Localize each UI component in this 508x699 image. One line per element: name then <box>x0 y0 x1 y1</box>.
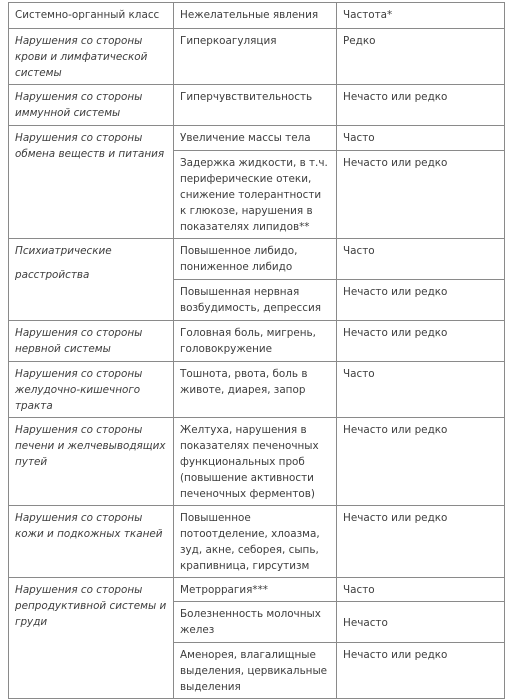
table-row <box>9 418 505 506</box>
header-adverse-effects: Нежелательные явления <box>174 3 337 29</box>
table-row <box>9 321 505 362</box>
frequency-cell: Нечасто или редко <box>337 280 505 321</box>
table-row <box>9 239 505 280</box>
frequency-cell: Часто <box>337 126 505 151</box>
effect-cell: Метроррагия*** <box>174 578 337 602</box>
effect-cell: Повышенная нервная возбудимость, депрессия <box>174 280 337 321</box>
frequency-cell: Нечасто или редко <box>337 151 505 239</box>
frequency-cell: Редко <box>337 29 505 85</box>
organ-class-cell: Нарушения со стороны крови и лимфатической системы <box>9 29 174 85</box>
effect-cell: Гиперчувствительность <box>174 85 337 126</box>
frequency-cell: Часто <box>337 578 505 602</box>
effect-cell: Головная боль, мигрень, головокружение <box>174 321 337 362</box>
frequency-cell: Нечасто или редко <box>337 643 505 699</box>
effect-cell: Желтуха, нарушения в показателях печеночных функциональных проб (повышение активности печеночных ферментов) <box>174 418 337 506</box>
frequency-cell: Нечасто или редко <box>337 506 505 578</box>
organ-class-cell: Нарушения со стороны нервной системы <box>9 321 174 362</box>
organ-class-cell <box>9 239 174 321</box>
frequency-cell: Нечасто <box>337 602 505 643</box>
effect-cell: Аменорея, влагалищные выделения, цервикальные выделения <box>174 643 337 699</box>
table-header-row <box>9 3 505 29</box>
organ-class-line: Психиатрические <box>15 245 112 257</box>
frequency-cell: Часто <box>337 239 505 280</box>
organ-class-cell: Нарушения со стороны желудочно-кишечного тракта <box>9 362 174 418</box>
table-row <box>9 578 505 602</box>
organ-class-cell: Нарушения со стороны иммунной системы <box>9 85 174 126</box>
organ-class-line: расстройства <box>15 269 90 281</box>
table-row <box>9 506 505 578</box>
frequency-cell: Нечасто или редко <box>337 321 505 362</box>
effect-cell: Тошнота, рвота, боль в животе, диарея, запор <box>174 362 337 418</box>
footnote-cutoff <box>8 658 504 666</box>
table-row <box>9 29 505 85</box>
adverse-effects-table <box>8 2 505 699</box>
effect-cell: Повышенное потоотделение, хлоазма, зуд, акне, себорея, сыпь, крапивница, гирсутизм <box>174 506 337 578</box>
table-row <box>9 85 505 126</box>
effect-cell: Задержка жидкости, в т.ч. периферические отеки, снижение толерантности к глюкозе, нарушения в показателях липидов** <box>174 151 337 239</box>
effect-cell: Болезненность молочных желез <box>174 602 337 643</box>
organ-class-cell: Нарушения со стороны репродуктивной системы и груди <box>9 578 174 699</box>
effect-cell: Увеличение массы тела <box>174 126 337 151</box>
frequency-cell: Часто <box>337 362 505 418</box>
header-frequency: Частота* <box>337 3 505 29</box>
table-row <box>9 126 505 151</box>
frequency-cell: Нечасто или редко <box>337 418 505 506</box>
effect-cell: Повышенное либидо, пониженное либидо <box>174 239 337 280</box>
effect-cell: Гиперкоагуляция <box>174 29 337 85</box>
frequency-cell: Нечасто или редко <box>337 85 505 126</box>
organ-class-cell: Нарушения со стороны кожи и подкожных тканей <box>9 506 174 578</box>
header-organ-class: Системно-органный класс <box>9 3 174 29</box>
table-row <box>9 362 505 418</box>
organ-class-cell: Нарушения со стороны обмена веществ и питания <box>9 126 174 239</box>
organ-class-cell: Нарушения со стороны печени и желчевыводящих путей <box>9 418 174 506</box>
